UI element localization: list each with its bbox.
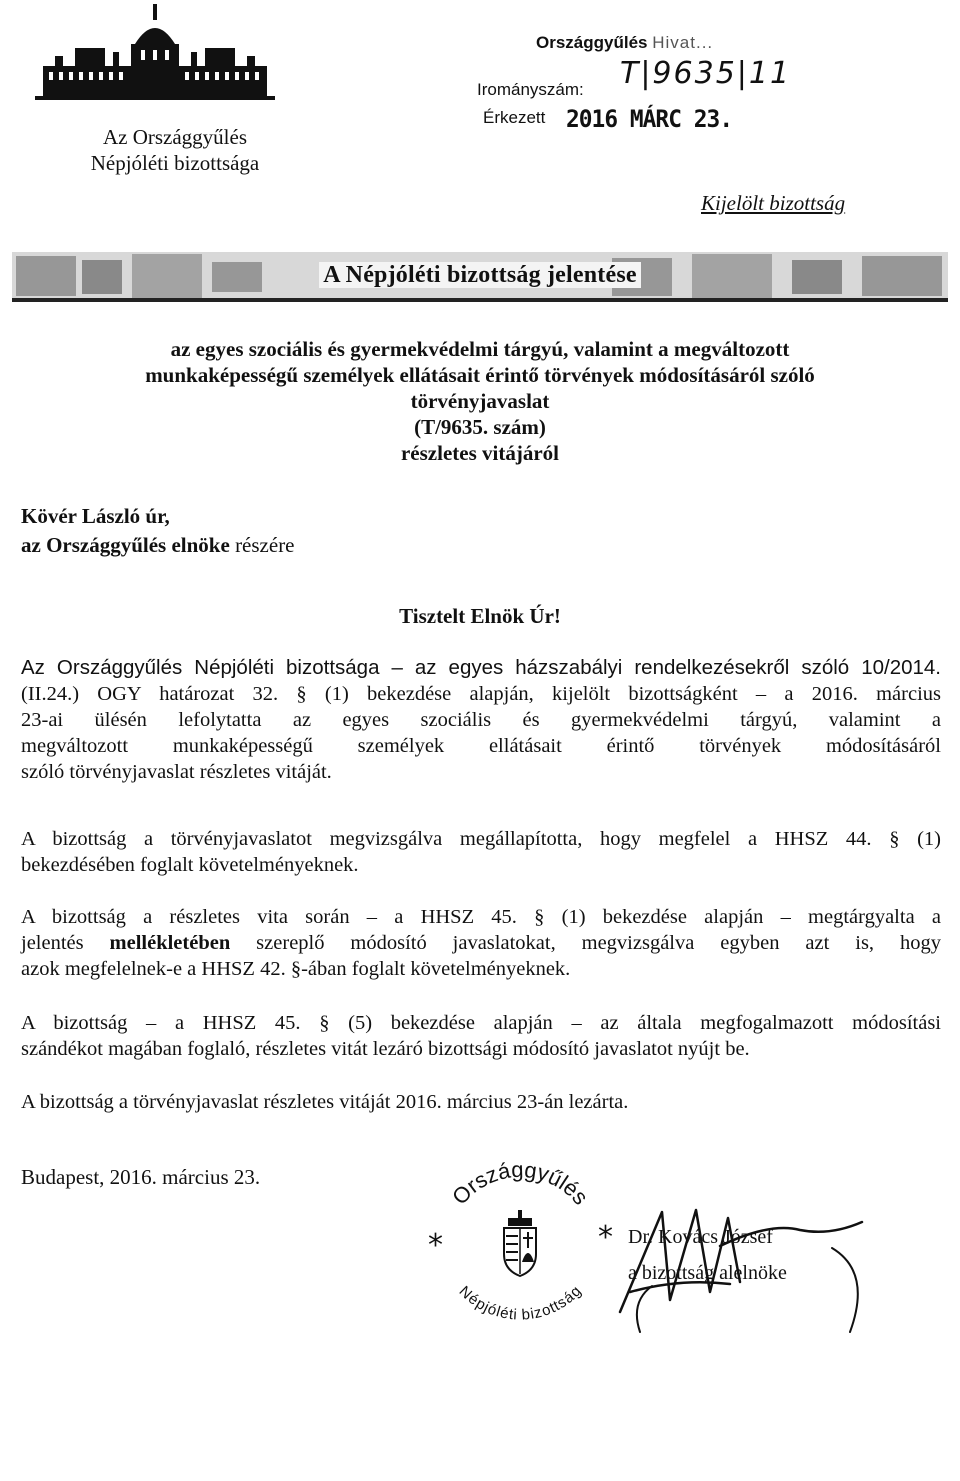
addressee-role-bold: az Országgyűlés elnöke <box>21 533 230 557</box>
p1-line5: szóló törvényjavaslat részletes vitáját. <box>21 761 332 783</box>
received-label: Érkezett <box>483 108 546 127</box>
p2-line1: A bizottság a törvényjavaslatot megvizsgálva megállapította, hogy megfelel a HHSZ 44. § (1) <box>21 828 941 850</box>
addressee-name: Kövér László úr, <box>21 504 170 528</box>
registration-number: T|9635|11 <box>620 56 792 91</box>
p1-line1: Az Országgyűlés Népjóléti bizottsága – az egyes házszabályi rendelkezésekről szóló 10/2014. <box>21 656 941 679</box>
assigned-committee-label: Kijelölt bizottság <box>701 191 846 215</box>
signer-role: a bizottság alelnöke <box>628 1262 787 1284</box>
p3-line2 <box>21 930 941 956</box>
parliament-building-logo <box>35 4 275 112</box>
p4-line1: A bizottság – a HHSZ 45. § (5) bekezdése alapján – az általa megfogalmazott módosítási <box>21 1012 941 1034</box>
report-title-text: A Népjóléti bizottság jelentése <box>319 262 640 288</box>
stamp-office-name: Országgyűlés <box>536 33 648 52</box>
p3-line2-c: szereplő módosító javaslatokat, megvizsgálva egyben azt is, hogy <box>230 932 941 954</box>
seal-top-text: Országgyűlés <box>447 1156 594 1210</box>
paragraph-4 <box>21 1010 941 1062</box>
stamp-office-tail: Hivat... <box>652 33 714 52</box>
svg-text:Népjóléti bizottság <box>456 1283 585 1324</box>
seal-bottom-text: Népjóléti bizottság <box>455 1282 585 1324</box>
registration-label: Irományszám: <box>477 80 584 99</box>
addressee-role-rest: részére <box>229 533 295 557</box>
p5-line1: A bizottság a törvényjavaslat részletes vitáját 2016. március 23-án lezárta. <box>21 1091 629 1113</box>
p4-line2: szándékot magában foglaló, részletes vitát lezáró bizottsági módosító javaslatot nyújt be. <box>21 1038 750 1060</box>
p3-line1: A bizottság a részletes vita során – a HHSZ 45. § (1) bekezdése alapján – megtárgyalta a <box>21 906 941 928</box>
place-and-date: Budapest, 2016. március 23. <box>21 1165 261 1189</box>
p1-line3: 23-ai ülésén lefolytatta az egyes szociális és gyermekvédelmi tárgyú, valamint a <box>21 709 941 731</box>
paragraph-2 <box>21 826 941 878</box>
p3-line3: azok megfelelnek-e a HHSZ 42. §-ában foglalt követelményeknek. <box>21 958 571 980</box>
bill-title-line3: törvényjavaslat <box>410 389 550 413</box>
p3-line2-annex: mellékletében <box>109 932 231 954</box>
paragraph-5 <box>21 1089 941 1115</box>
coat-of-arms-icon <box>504 1210 536 1276</box>
paragraph-3 <box>21 904 941 982</box>
salutation: Tisztelt Elnök Úr! <box>399 604 561 628</box>
seal-star-left: * <box>428 1228 443 1263</box>
handwritten-signature <box>600 1182 880 1342</box>
bill-title-line1: az egyes szociális és gyermekvédelmi tárgyú, valamint a megváltozott <box>170 337 790 361</box>
bill-title-line2: munkaképességű személyek ellátásait érintő törvények módosításáról szóló <box>145 363 815 387</box>
report-title <box>0 262 960 289</box>
p3-line2-a: jelentés <box>21 932 110 954</box>
bill-title-number: (T/9635. szám) <box>414 415 546 439</box>
svg-text:Országgyűlés <box>447 1157 593 1210</box>
p1-line2: (II.24.) OGY határozat 32. § (1) bekezdése alapján, kijelölt bizottságként – a 2016. március <box>21 683 941 705</box>
seal-star-right: * <box>598 1220 613 1255</box>
org-name-line1: Az Országgyűlés <box>102 125 248 149</box>
addressee-role <box>21 533 295 558</box>
org-name-line2: Népjóléti bizottsága <box>90 151 260 175</box>
p2-line2: bekezdésében foglalt követelményeknek. <box>21 854 359 876</box>
p1-line4: megváltozott munkaképességű személyek ellátásait érintő törvények módosításáról <box>21 735 941 757</box>
stamp-office <box>536 33 713 53</box>
paragraph-1 <box>21 655 941 785</box>
signer-name: Dr. Kovács József <box>628 1226 773 1248</box>
bill-title-line5: részletes vitájáról <box>400 441 559 465</box>
received-date: 2016 MÁRC 23. <box>566 105 733 133</box>
committee-seal <box>420 1144 620 1354</box>
